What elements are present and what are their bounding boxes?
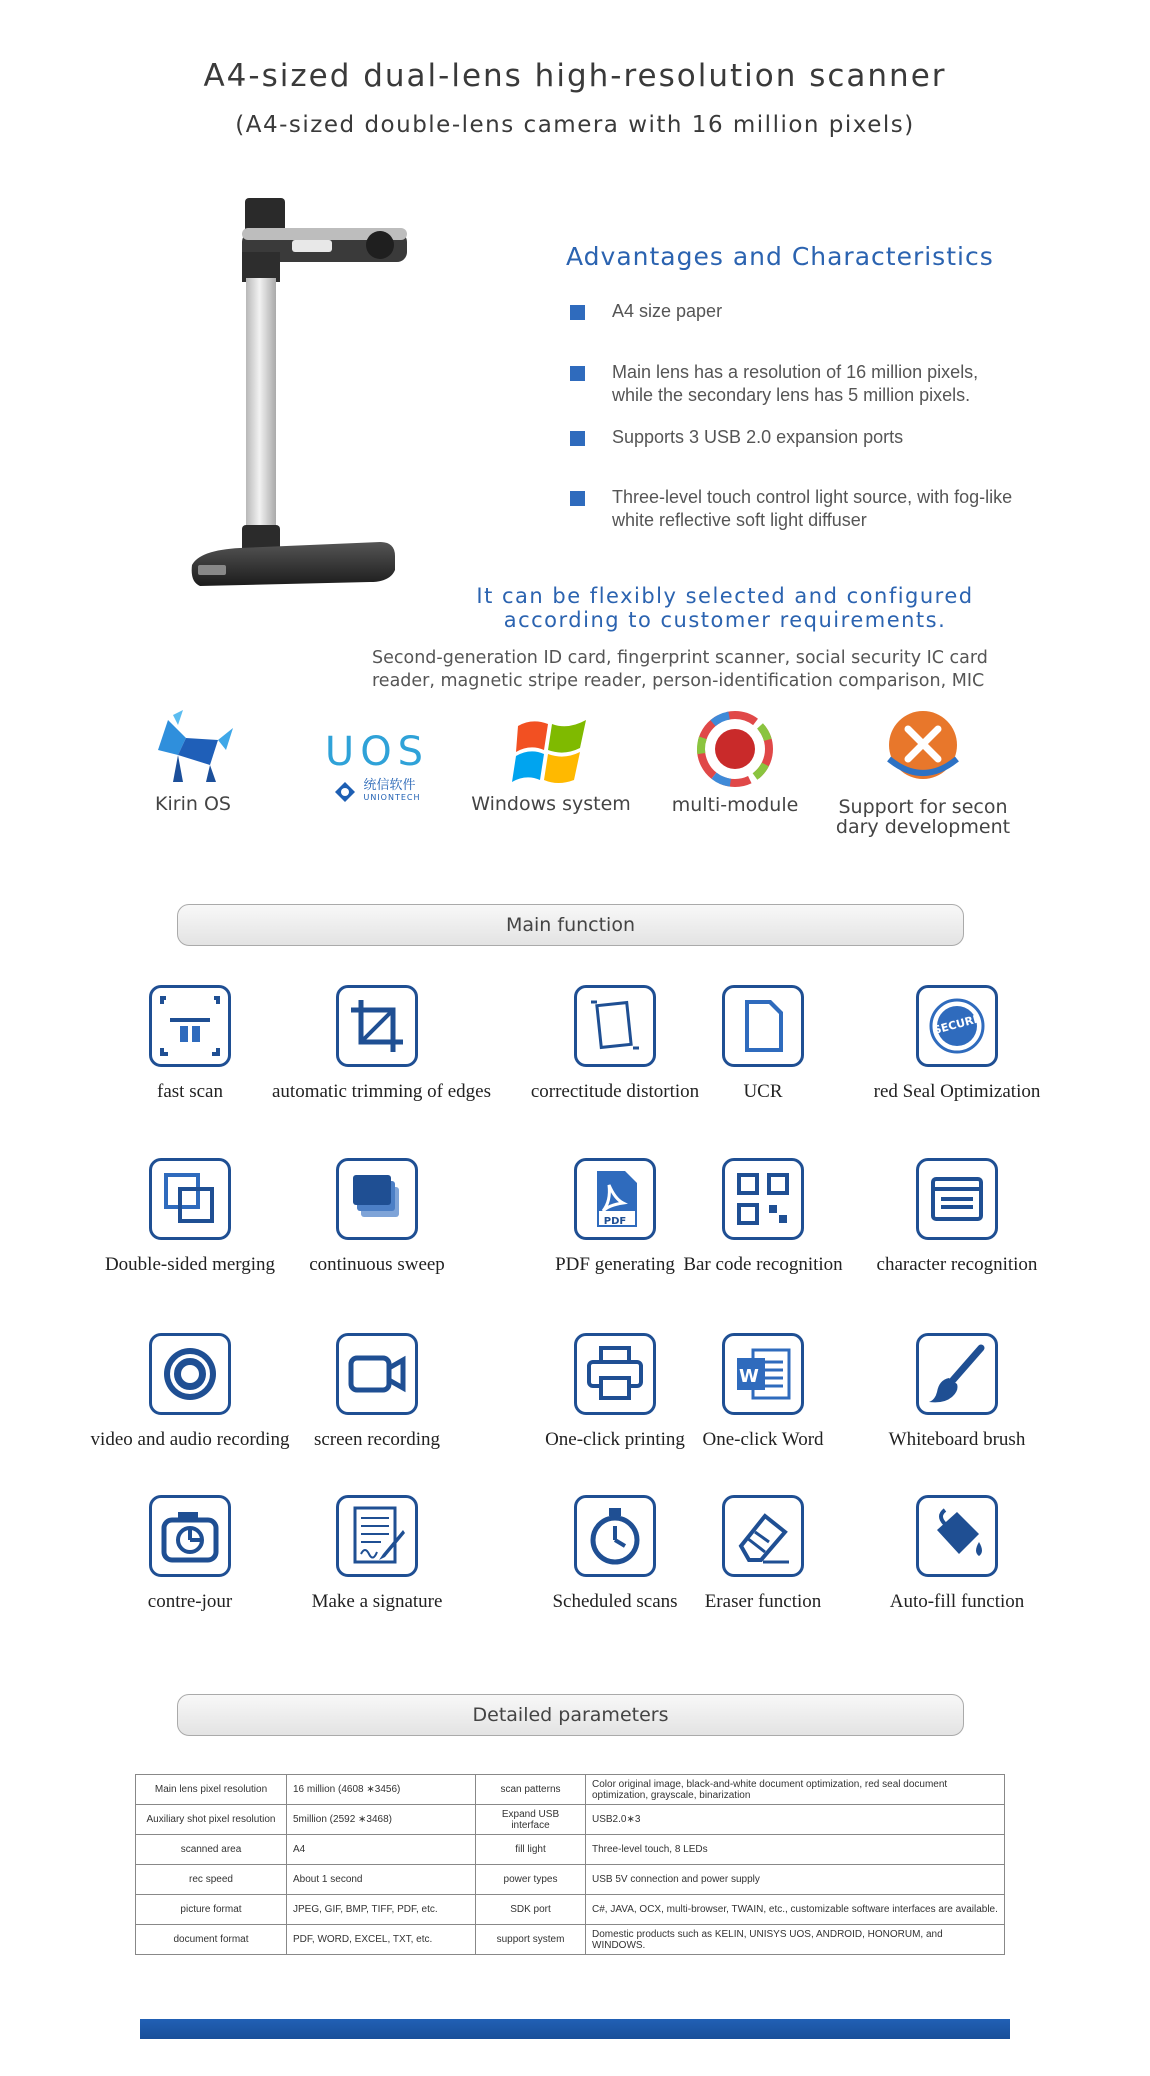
feature-seal bbox=[852, 985, 1062, 1103]
param-name: scanned area bbox=[136, 1835, 287, 1865]
feature-label: red Seal Optimization bbox=[873, 1081, 1041, 1102]
advantage-item: Supports 3 USB 2.0 expansion ports bbox=[570, 426, 1082, 449]
param-value: 5million (2592 ∗3468) bbox=[287, 1805, 476, 1835]
development-tools-icon bbox=[880, 707, 966, 793]
parameters-header: Detailed parameters bbox=[177, 1694, 964, 1736]
table-row bbox=[136, 1925, 1005, 1955]
video-camera-icon bbox=[336, 1333, 418, 1415]
feature-label: contre-jour bbox=[147, 1591, 233, 1612]
param-name: support system bbox=[476, 1925, 586, 1955]
param-value: Color original image, black-and-white document optimization, red seal document optimization, grayscale, binarization bbox=[586, 1775, 1005, 1805]
distortion-icon bbox=[574, 985, 656, 1067]
param-value: Domestic products such as KELIN, UNISYS UOS, ANDROID, HONORUM, and WINDOWS. bbox=[586, 1925, 1005, 1955]
feature-signature bbox=[272, 1495, 482, 1613]
document-icon bbox=[722, 985, 804, 1067]
feature-qr-code bbox=[658, 1158, 868, 1276]
feature-backlight-camera bbox=[85, 1495, 295, 1613]
system-development: Support for secon dary development bbox=[828, 707, 1018, 837]
uos-logo-icon: UOS bbox=[324, 729, 430, 775]
param-value: About 1 second bbox=[287, 1865, 476, 1895]
scanner-product-image bbox=[180, 190, 410, 600]
backlight-camera-icon bbox=[149, 1495, 231, 1577]
feature-text-recognition bbox=[852, 1158, 1062, 1276]
main-function-header: Main function bbox=[177, 904, 964, 946]
param-value: USB2.0∗3 bbox=[586, 1805, 1005, 1835]
feature-label: Double-sided merging bbox=[104, 1254, 276, 1275]
merge-icon bbox=[149, 1158, 231, 1240]
stack-icon bbox=[336, 1158, 418, 1240]
uniontech-mark-icon bbox=[333, 780, 357, 804]
page-subtitle: (A4-sized double-lens camera with 16 million pixels) bbox=[235, 112, 915, 138]
bullet-square-icon bbox=[570, 366, 585, 381]
param-name: document format bbox=[136, 1925, 287, 1955]
feature-video-camera bbox=[272, 1333, 482, 1451]
param-value: 16 million (4608 ∗3456) bbox=[287, 1775, 476, 1805]
feature-label: Whiteboard brush bbox=[888, 1429, 1026, 1450]
feature-label: continuous sweep bbox=[309, 1254, 445, 1275]
system-uos bbox=[282, 730, 472, 804]
config-title: It can be flexibly selected and configured according to customer requirements. bbox=[476, 584, 974, 632]
param-name: fill light bbox=[476, 1835, 586, 1865]
feature-label: screen recording bbox=[313, 1429, 441, 1450]
advantage-item: Three-level touch control light source, with fog-like white reflective soft light diffuser bbox=[570, 486, 1052, 532]
param-value: Three-level touch, 8 LEDs bbox=[586, 1835, 1005, 1865]
system-windows: Windows system bbox=[456, 712, 646, 815]
system-multi-module: multi-module bbox=[640, 707, 830, 816]
feature-label: correctitude distortion bbox=[530, 1081, 700, 1102]
table-row bbox=[136, 1895, 1005, 1925]
feature-crop bbox=[272, 985, 491, 1103]
feature-label: Eraser function bbox=[704, 1591, 822, 1612]
feature-label: Auto-fill function bbox=[889, 1591, 1025, 1612]
seal-text: SECURE bbox=[931, 1011, 983, 1038]
stopwatch-icon bbox=[574, 1495, 656, 1577]
parameters-table bbox=[135, 1774, 1005, 1955]
feature-label: automatic trimming of edges bbox=[272, 1081, 491, 1102]
param-value: USB 5V connection and power supply bbox=[586, 1865, 1005, 1895]
param-value: A4 bbox=[287, 1835, 476, 1865]
param-value: PDF, WORD, EXCEL, TXT, etc. bbox=[287, 1925, 476, 1955]
bullet-square-icon bbox=[570, 491, 585, 506]
feature-label: Make a signature bbox=[311, 1591, 443, 1612]
advantage-item: A4 size paper bbox=[570, 300, 1082, 323]
windows-logo-icon bbox=[506, 712, 596, 790]
brush-icon bbox=[916, 1333, 998, 1415]
feature-camera-lens bbox=[85, 1333, 295, 1451]
feature-word bbox=[658, 1333, 868, 1451]
multi-module-icon bbox=[693, 707, 777, 791]
table-row bbox=[136, 1775, 1005, 1805]
table-row bbox=[136, 1805, 1005, 1835]
fast-scan-icon bbox=[149, 985, 231, 1067]
text-recognition-icon bbox=[916, 1158, 998, 1240]
pdf-icon bbox=[574, 1158, 656, 1240]
word-icon bbox=[722, 1333, 804, 1415]
feature-brush bbox=[852, 1333, 1062, 1451]
param-name: power types bbox=[476, 1865, 586, 1895]
feature-label: PDF generating bbox=[555, 1254, 675, 1275]
param-value: JPEG, GIF, BMP, TIFF, PDF, etc. bbox=[287, 1895, 476, 1925]
printer-icon bbox=[574, 1333, 656, 1415]
feature-label: fast scan bbox=[157, 1081, 223, 1102]
param-name: Expand USB interface bbox=[476, 1805, 586, 1835]
kirin-os-logo-icon bbox=[148, 710, 238, 790]
advantage-item: Main lens has a resolution of 16 million pixels, while the secondary lens has 5 million pixels. bbox=[570, 361, 992, 407]
seal-icon bbox=[916, 985, 998, 1067]
eraser-icon bbox=[722, 1495, 804, 1577]
table-row bbox=[136, 1865, 1005, 1895]
camera-lens-icon bbox=[149, 1333, 231, 1415]
config-description: Second-generation ID card, fingerprint scanner, social security IC card reader, magnetic stripe reader, person-identification comparison, MIC bbox=[372, 648, 988, 691]
crop-icon bbox=[336, 985, 418, 1067]
param-name: Main lens pixel resolution bbox=[136, 1775, 287, 1805]
feature-label: video and audio recording bbox=[90, 1429, 290, 1450]
param-name: picture format bbox=[136, 1895, 287, 1925]
feature-document bbox=[658, 985, 868, 1103]
feature-paint-bucket bbox=[852, 1495, 1062, 1613]
param-name: Auxiliary shot pixel resolution bbox=[136, 1805, 287, 1835]
qr-code-icon bbox=[722, 1158, 804, 1240]
feature-label: character recognition bbox=[876, 1254, 1038, 1275]
footer-bar bbox=[140, 2019, 1010, 2039]
signature-icon bbox=[336, 1495, 418, 1577]
feature-eraser bbox=[658, 1495, 868, 1613]
feature-label: Bar code recognition bbox=[683, 1254, 843, 1275]
param-value: C#, JAVA, OCX, multi-browser, TWAIN, etc., customizable software interfaces are available. bbox=[586, 1895, 1005, 1925]
system-kirin-os: Kirin OS bbox=[98, 710, 288, 815]
feature-label: UCR bbox=[743, 1081, 783, 1102]
feature-fast-scan bbox=[85, 985, 295, 1103]
paint-bucket-icon bbox=[916, 1495, 998, 1577]
feature-label: One-click Word bbox=[702, 1429, 824, 1450]
table-row bbox=[136, 1835, 1005, 1865]
bullet-square-icon bbox=[570, 305, 585, 320]
param-name: SDK port bbox=[476, 1895, 586, 1925]
param-name: rec speed bbox=[136, 1865, 287, 1895]
advantages-title: Advantages and Characteristics bbox=[566, 242, 994, 271]
icon-badge-text: PDF bbox=[603, 1216, 627, 1227]
page-title: A4-sized dual-lens high-resolution scanner bbox=[203, 58, 947, 94]
uniontech-logo: 统信软件 UNIONTECH bbox=[282, 780, 472, 804]
feature-label: Scheduled scans bbox=[552, 1591, 678, 1612]
icon-badge-text: W bbox=[739, 1366, 759, 1387]
param-name: scan patterns bbox=[476, 1775, 586, 1805]
bullet-square-icon bbox=[570, 431, 585, 446]
feature-merge bbox=[85, 1158, 295, 1276]
feature-stack bbox=[272, 1158, 482, 1276]
feature-label: One-click printing bbox=[545, 1429, 685, 1450]
